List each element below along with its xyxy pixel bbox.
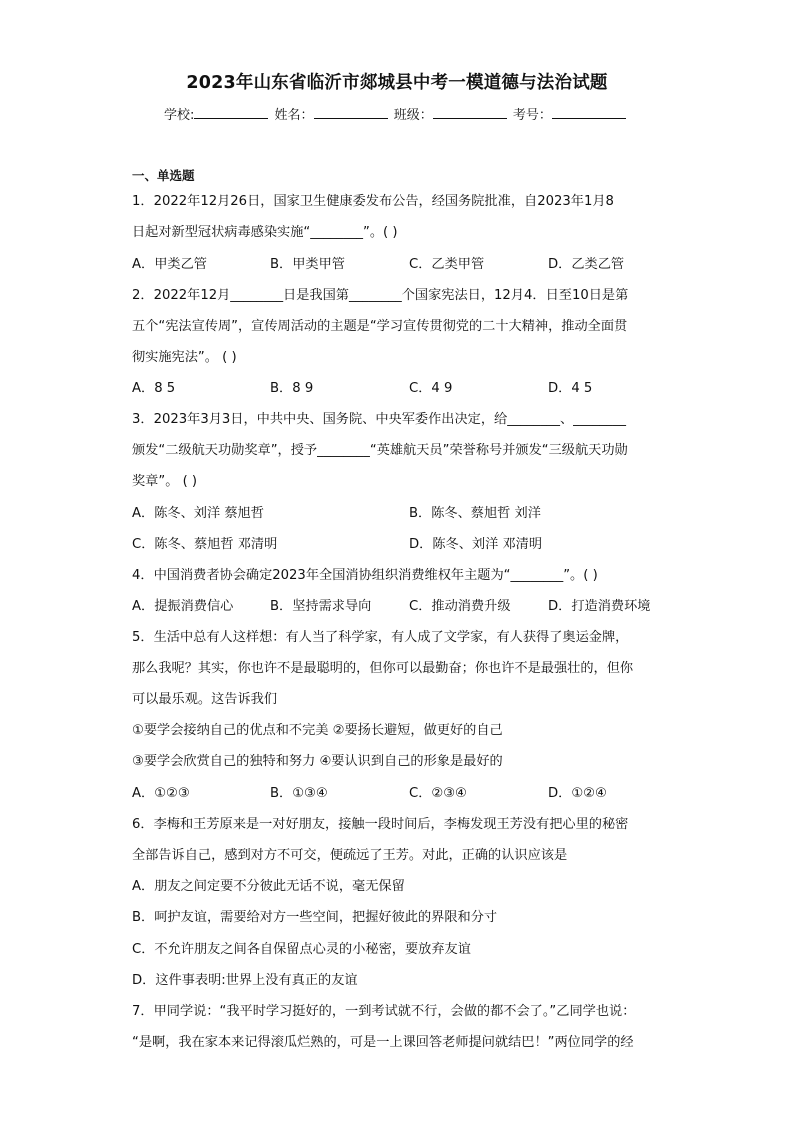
question-3-option-b: B．陈冬、蔡旭哲 刘洋 (409, 506, 541, 521)
question-1-line-2: 日起对新型冠状病毒感染实施“________”。( ) (132, 225, 398, 240)
question-6-option-d: D．这件事表明:世界上没有真正的友谊 (132, 973, 358, 988)
question-6-option-b: B．呵护友谊，需要给对方一些空间，把握好彼此的界限和分寸 (132, 910, 498, 925)
question-4-option-b: B．坚持需求导向 (270, 599, 372, 614)
class-blank (433, 106, 507, 119)
question-3-line-1: 3．2023年3月3日，中共中央、国务院、中央军委作出决定，给________、________ (132, 412, 626, 427)
question-1-line-1: 1．2022年12月26日，国家卫生健康委发布公告，经国务院批准，自2023年1月8 (132, 194, 614, 209)
question-5-option-b: B．①③④ (270, 786, 328, 801)
question-6-option-c: C．不允许朋友之间各自保留点心灵的小秘密，要放弃友谊 (132, 942, 471, 957)
question-5-statements-3-4: ③要学会欣赏自己的独特和努力 ④要认识到自己的形象是最好的 (132, 754, 503, 769)
question-1-option-a: A．甲类乙管 (132, 257, 207, 272)
question-5-line-1: 5．生活中总有人这样想：有人当了科学家，有人成了文学家，有人获得了奥运金牌， (132, 630, 629, 645)
question-2-option-b: B．8 9 (270, 381, 314, 396)
school-label: 学校: (164, 108, 195, 123)
question-2-option-d: D．4 5 (548, 381, 593, 396)
student-info-row (164, 104, 628, 123)
question-5-statements-1-2: ①要学会接纳自己的优点和不完美 ②要扬长避短，做更好的自己 (132, 723, 503, 738)
question-2-option-c: C．4 9 (409, 381, 453, 396)
exam-number-label: 考号： (512, 108, 552, 123)
question-3-line-2: 颁发“二级航天功勋奖章”，授予________“英雄航天员”荣誉称号并颁发“三级航天功勋 (132, 443, 628, 458)
question-3-option-a: A．陈冬、刘洋 蔡旭哲 (132, 506, 264, 521)
question-2-line-3: 彻实施宪法”。 ( ) (132, 350, 237, 365)
question-5-option-d: D．①②④ (548, 786, 607, 801)
question-2-line-2: 五个“宪法宣传周”，宣传周活动的主题是“学习宣传贯彻党的二十大精神，推动全面贯 (132, 319, 628, 334)
school-blank (194, 106, 268, 119)
question-5-option-a: A．①②③ (132, 786, 190, 801)
question-2-line-1: 2．2022年12月________日是我国第________个国家宪法日，12月4．日至10日是第 (132, 288, 629, 303)
question-3-option-c: C．陈冬、蔡旭哲 邓清明 (132, 537, 278, 552)
question-4-option-d: D．打造消费环境 (548, 599, 651, 614)
exam-number-blank (552, 106, 626, 119)
question-3-option-d: D．陈冬、刘洋 邓清明 (409, 537, 543, 552)
question-2-option-a: A．8 5 (132, 381, 176, 396)
exam-title: 2023年山东省临沂市郯城县中考一模道德与法治试题 (186, 73, 608, 93)
question-6-line-1: 6．李梅和王芳原来是一对好朋友，接触一段时间后，李梅发现王芳没有把心里的秘密 (132, 817, 629, 832)
question-7-line-1: 7．甲同学说：“我平时学习挺好的，一到考试就不行，会做的都不会了。”乙同学也说： (132, 1004, 636, 1019)
question-1-option-c: C．乙类甲管 (409, 257, 485, 272)
question-4-option-c: C．推动消费升级 (409, 599, 511, 614)
class-label: 班级： (393, 108, 433, 123)
question-6-line-2: 全部告诉自己，感到对方不可交，便疏远了王芳。对此，正确的认识应该是 (132, 848, 568, 863)
question-4-line-1: 4．中国消费者协会确定2023年全国消协组织消费维权年主题为“________”。( ) (132, 568, 598, 583)
question-7-line-2: “是啊，我在家本来记得滚瓜烂熟的，可是一上课回答老师提问就结巴！”两位同学的经 (132, 1035, 634, 1050)
question-4-option-a: A．提振消费信心 (132, 599, 234, 614)
name-label: 姓名： (274, 108, 314, 123)
question-1-option-d: D．乙类乙管 (548, 257, 625, 272)
question-5-line-2: 那么我呢？其实，你也许不是最聪明的，但你可以最勤奋；你也许不是最强壮的，但你 (132, 661, 634, 676)
question-3-line-3: 奖章”。 ( ) (132, 474, 198, 489)
name-blank (314, 106, 388, 119)
question-5-option-c: C．②③④ (409, 786, 467, 801)
section-title: 一、单选题 (132, 168, 195, 183)
question-1-option-b: B．甲类甲管 (270, 257, 345, 272)
question-5-line-3: 可以最乐观。这告诉我们 (132, 692, 278, 707)
question-6-option-a: A．朋友之间定要不分彼此无话不说，毫无保留 (132, 879, 405, 894)
